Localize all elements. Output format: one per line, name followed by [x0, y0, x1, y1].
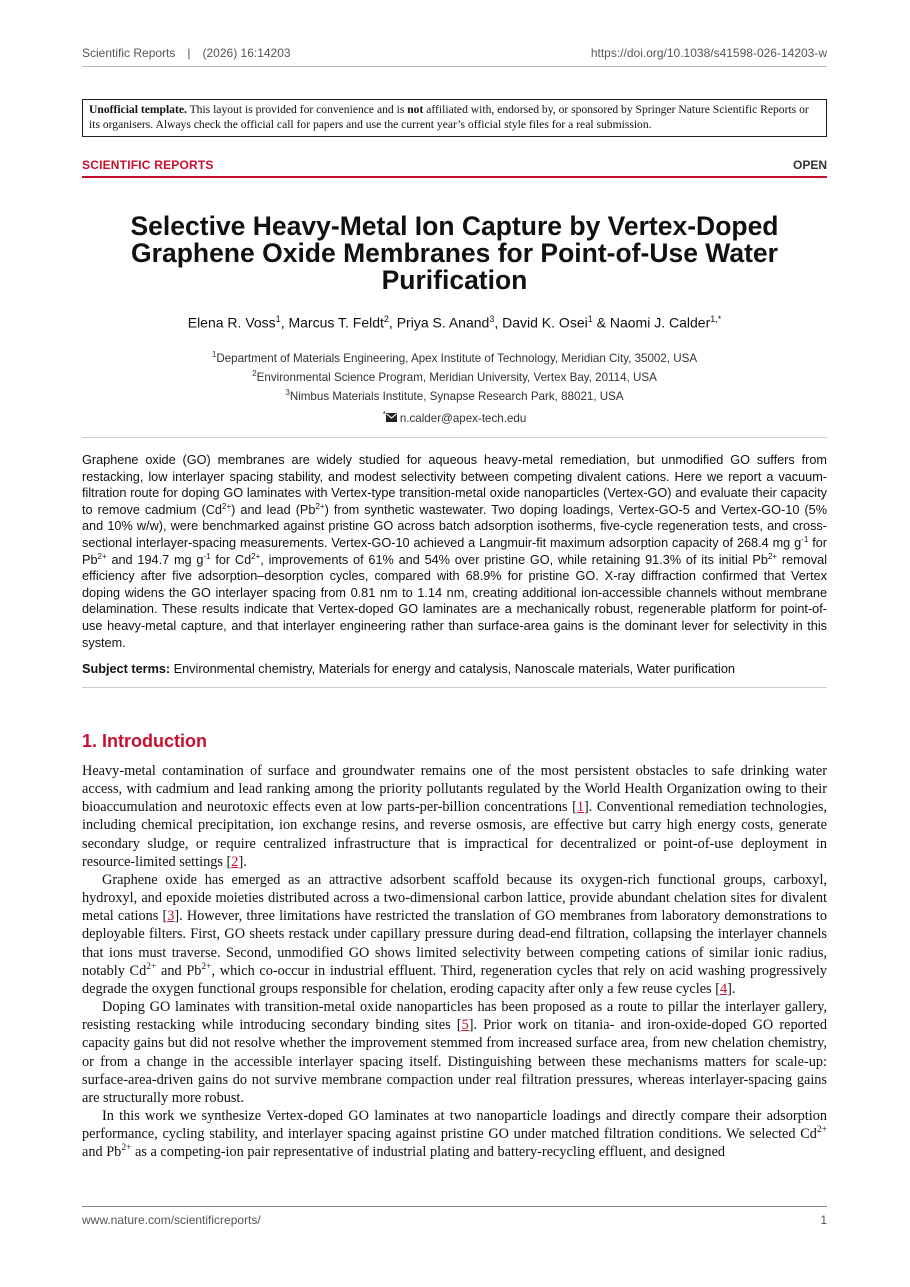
affiliation-item: $^3$Nimbus Materials Institute, Synapse Research Park, 88021, USA: [285, 387, 624, 403]
citation-text: (2026) 16:14203: [202, 46, 291, 60]
subject-terms: [82, 662, 827, 676]
header-separator: |: [187, 46, 191, 60]
notice-text-1: This layout is provided for convenience and is: [186, 103, 408, 116]
affiliation-item: $^2$Environmental Science Program, Meridian University, Vertex Bay, 20114, USA: [252, 368, 657, 384]
body-paragraph: Heavy-metal contamination of surface and groundwater remains one of the most persistent obstacles to safe drinking water access, with cadmium and lead ranking among the priority pollutants regulated by the World Health Organization owing to their bioaccumulation and neurotoxic effects even at low parts-per-billion concentrations [1]. Conventional remediation technologies, including chemical precipitation, ion exchange resins, and reverse osmosis, are effective but carry high energy costs, generate secondary sludge, or require centralized infrastructure that is impractical for decentralized or point-of-use deployment in resource-limited settings [2].: [82, 763, 827, 870]
author-name[interactable]: Marcus T. Feldt: [288, 314, 384, 331]
unofficial-notice: [82, 99, 827, 137]
journal-brand-bar: [82, 158, 827, 178]
author-affiliation-mark: 1,*: [710, 314, 722, 324]
running-header: [82, 46, 827, 67]
subject-terms-label: Subject terms:: [82, 662, 171, 676]
citation-link[interactable]: 4: [719, 980, 728, 997]
author-name[interactable]: Priya S. Anand: [396, 314, 490, 331]
page-number: 1: [820, 1213, 827, 1227]
body-paragraph: Doping GO laminates with transition-metal oxide nanoparticles has been proposed as a route to pillar the interlayer gallery, resisting restacking while introducing secondary binding sites [5]. Prior work on titania- and iron-oxide-doped GO reported capacity gains but did not resolve whether the improvement stemmed from increased surface area, from new chelation chemistry, or from a change in the accessible interlayer spacing itself. Distinguishing between these mechanisms matters for scale-up: surface-area-driven gains do not survive membrane compaction under real filtration pressures, whereas interlayer-spacing gains are structurally more robust.: [82, 999, 828, 1106]
affiliation-list: [82, 347, 827, 426]
author-list: Elena R. Voss$^1$, Marcus T. Feldt$^2$, Priya S. Anand$^3$, David K. Osei$^1$ & Naomi J. Calder$^{1,*}$: [187, 314, 722, 331]
journal-url-link[interactable]: www.nature.com/scientificreports/: [82, 1213, 261, 1227]
body-paragraph: In this work we synthesize Vertex-doped GO laminates at two nanoparticle loadings and directly compare their adsorption performance, cycling stability, and interlayer spacing against pristine GO under matched filtration conditions. We selected $Cd^{2+}$ and $Pb^{2+}$ as a competing-ion pair representative of industrial plating and battery-recycling effluent, and designed: [82, 1107, 827, 1161]
page-footer: [82, 1206, 827, 1227]
header-citation-group: [82, 46, 291, 60]
author-affiliation-mark: 1: [587, 314, 593, 324]
doi-link[interactable]: https://doi.org/10.1038/s41598-026-14203-w: [590, 46, 827, 60]
notice-lead: Unofficial template.: [89, 103, 187, 116]
author-name[interactable]: David K. Osei: [502, 314, 588, 331]
introduction-body: [82, 762, 827, 1161]
author-name[interactable]: Naomi J. Calder: [609, 314, 711, 331]
citation-link[interactable]: 2: [231, 853, 239, 870]
author-affiliation-mark: 3: [489, 314, 495, 324]
notice-text-2: affiliated with, endorsed by, or sponsored by Springer Nature Scientific Reports or its organisers. Always check the official call for papers and use the current year’s official style files for a real submission.: [89, 103, 809, 131]
citation-link[interactable]: 1: [576, 799, 585, 816]
journal-link[interactable]: Scientific Reports: [82, 46, 176, 60]
corresponding-email: * n.calder@apex-tech.edu: [382, 409, 527, 425]
abstract: Graphene oxide (GO) membranes are widely studied for aqueous heavy-metal remediation, but unmodified GO suffers from restacking, low interlayer spacing stability, and modest selectivity between competing divalent cations. Here we report a vacuum-filtration route for doping GO laminates with Vertex-type transition-metal oxide nanoparticles (Vertex-GO) and evaluate their capacity to remove cadmium $(Cd^{2+})$ and lead $(Pb^{2+})$ from synthetic wastewater. Two doping loadings, Vertex-GO-5 and Vertex-GO-10 (5% and 10% w/w), were benchmarked against pristine GO across batch adsorption isotherms, five-cycle regeneration tests, and cross-sectional interlayer-spacing measurements. Vertex-GO-10 achieved a Langmuir-fit maximum adsorption capacity of 268.4 mg $g^{-1}$ for $Pb^{2+}$ and 194.7 mg $g^{-1}$ for $Cd^{2+}$, improvements of 61% and 54% over pristine GO, while retaining 91.3% of its initial $Pb^{2+}$ removal efficiency after five adsorption–desorption cycles, compared with 68.9% for pristine GO. X-ray diffraction confirmed that Vertex doping widens the GO interlayer spacing from 0.81 nm to 1.14 nm, creating additional ion-accessible channels without membrane delamination. These results indicate that Vertex-doped GO laminates are a mechanically robust, regenerable platform for point-of-use heavy-metal capture, and that interlayer engineering rather than surface-area gains is the dominant lever for selectivity in this system.: [82, 453, 828, 650]
author-affiliation-mark: 2: [383, 314, 389, 324]
affiliation-item: $^1$Department of Materials Engineering, Apex Institute of Technology, Meridian City, 35002, USA: [211, 350, 698, 365]
subject-terms-list: Environmental chemistry, Materials for energy and catalysis, Nanoscale materials, Water purification: [170, 662, 735, 676]
open-access-label: OPEN: [792, 158, 827, 172]
abstract-top-rule: [82, 437, 827, 438]
section-heading-introduction: 1. Introduction: [82, 731, 207, 751]
citation-link[interactable]: 5: [461, 1017, 469, 1034]
paper-title: Selective Heavy-Metal Ion Capture by Vertex-Doped Graphene Oxide Membranes for Point-of-Use Water Purification: [130, 211, 779, 295]
envelope-icon: [386, 411, 397, 426]
email-link[interactable]: n.calder@apex-tech.edu: [399, 411, 527, 425]
notice-emphasis: not: [407, 103, 424, 116]
body-paragraph: Graphene oxide has emerged as an attractive adsorbent scaffold because its oxygen-rich functional groups, carboxyl, hydroxyl, and epoxide moieties distributed across a two-dimensional carbon lattice, provide abundant chelation sites for divalent metal cations [3]. However, three limitations have restricted the translation of GO membranes from laboratory demonstrations to deployable filters. First, GO sheets restack under capillary pressure during dead-end filtration, collapsing the interlayer channels that ions must traverse. Second, unmodified GO shows limited selectivity between competing cations of similar ionic radius, notably $Cd^{2+}$ and $Pb^{2+}$, which co-occur in industrial effluent. Third, regeneration cycles that rely on acid washing progressively degrade the oxygen functional groups responsible for chelation, eroding capacity after only a few reuse cycles [4].: [82, 871, 827, 997]
journal-brand: SCIENTIFIC REPORTS: [82, 158, 214, 172]
citation-link[interactable]: 3: [167, 908, 175, 925]
author-affiliation-mark: 1: [275, 314, 281, 324]
author-name[interactable]: Elena R. Voss: [187, 314, 276, 331]
abstract-bottom-rule: [82, 687, 827, 688]
